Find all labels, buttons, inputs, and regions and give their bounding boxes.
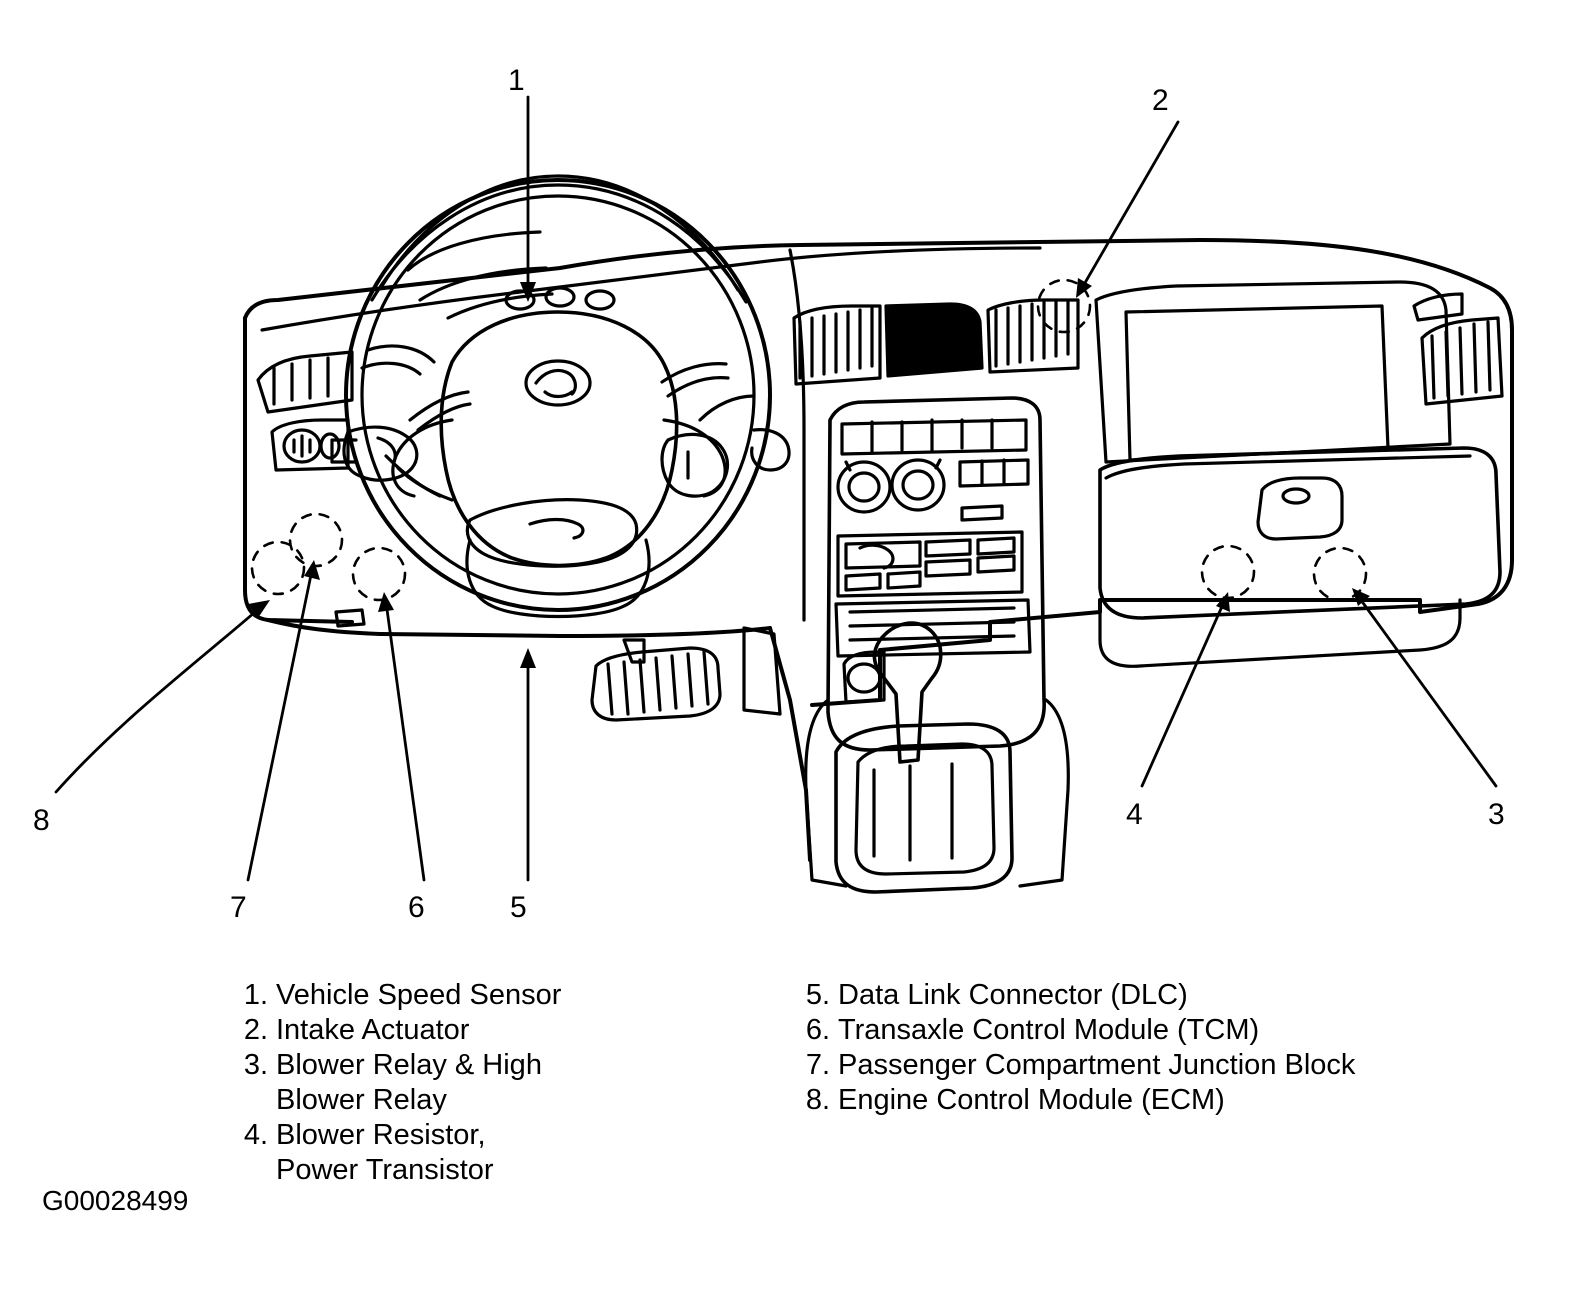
legend-index: 6.: [805, 1014, 830, 1046]
legend-right-column: [800, 978, 1500, 1118]
callout-number-8: 8: [33, 804, 50, 837]
legend-index: 2.: [243, 1014, 268, 1046]
callout-number-3: 3: [1488, 798, 1505, 831]
figure-id-label: G00028499: [42, 1185, 189, 1216]
legend-label: Data Link Connector (DLC): [838, 979, 1188, 1011]
legend-index: 4.: [243, 1119, 268, 1151]
legend-index: 5.: [805, 979, 830, 1011]
legend-label: Vehicle Speed Sensor: [276, 979, 562, 1011]
callout-number-1: 1: [508, 64, 525, 97]
legend-label: Engine Control Module (ECM): [838, 1084, 1225, 1116]
legend-label-line1: Blower Relay & High: [276, 1049, 542, 1081]
legend-label: Transaxle Control Module (TCM): [838, 1014, 1260, 1046]
legend-item: [800, 1013, 1500, 1048]
legend-index: 1.: [243, 979, 268, 1011]
legend-index: 7.: [805, 1049, 830, 1081]
legend-item: [238, 1118, 758, 1188]
callout-number-2: 2: [1152, 84, 1169, 117]
callout-number-6: 6: [408, 891, 425, 924]
legend-item: [238, 1013, 758, 1048]
callout-number-5: 5: [510, 891, 527, 924]
legend-item: [238, 1048, 758, 1118]
legend-item: [800, 1083, 1500, 1118]
legend-label-line2: Power Transistor: [276, 1154, 494, 1186]
legend-index: 3.: [243, 1049, 268, 1081]
legend-label: Passenger Compartment Junction Block: [838, 1049, 1356, 1081]
legend-item: [238, 978, 758, 1013]
legend-item: [800, 978, 1500, 1013]
legend-label: [276, 1048, 758, 1118]
legend-label: [276, 1118, 758, 1188]
legend-label-line2: Blower Relay: [276, 1084, 447, 1116]
legend-index: 8.: [805, 1084, 830, 1116]
legend-label-line1: Blower Resistor,: [276, 1119, 486, 1151]
legend-item: [800, 1048, 1500, 1083]
legend-label: Intake Actuator: [276, 1014, 470, 1046]
legend-left-column: [238, 978, 758, 1188]
callout-number-4: 4: [1126, 798, 1143, 831]
callout-number-7: 7: [230, 891, 247, 924]
